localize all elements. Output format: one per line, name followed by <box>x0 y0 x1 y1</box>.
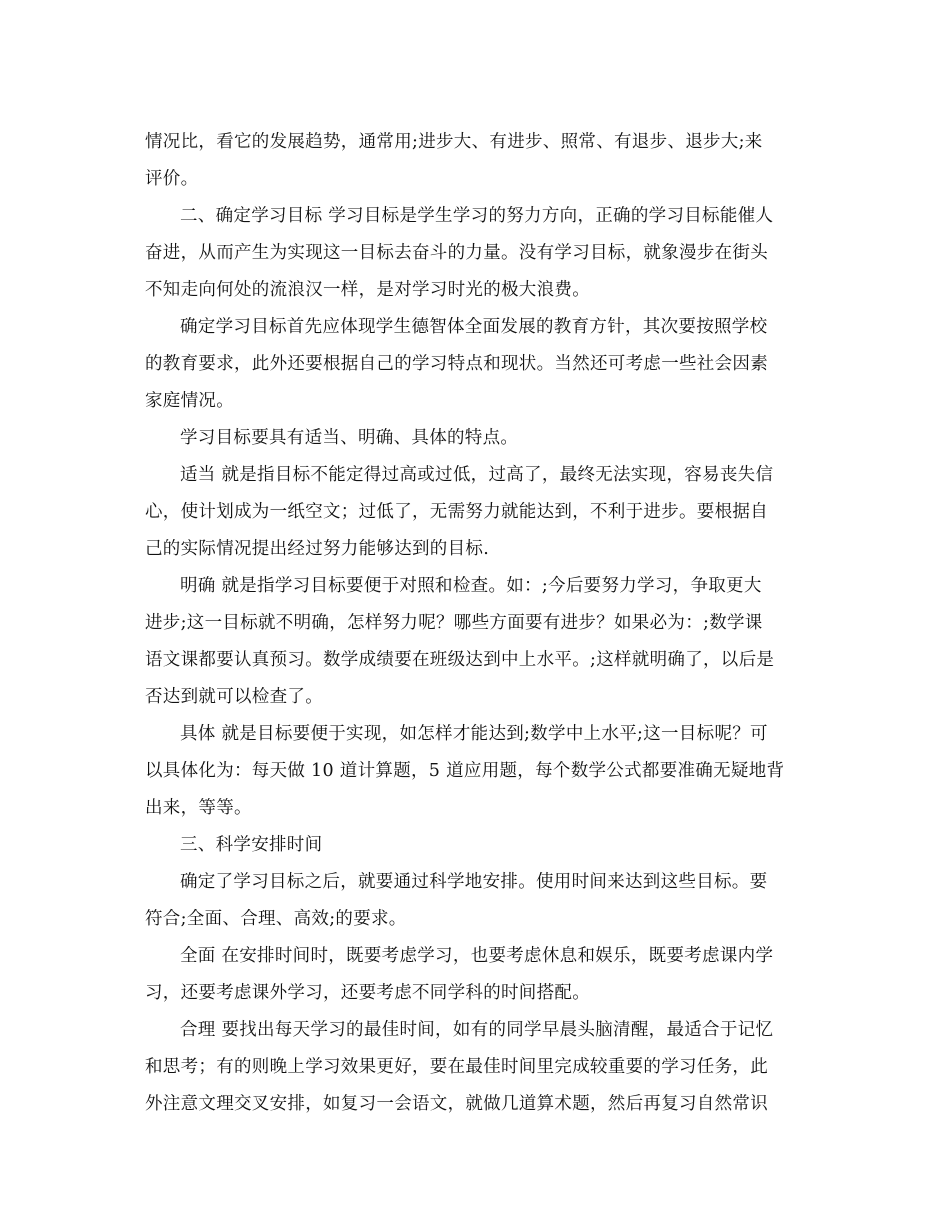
text-line: 出来，等等。 <box>145 798 252 818</box>
text-line: 情况比，看它的发展趋势，通常用;进步大、有进步、照常、有退步、退步大;来 <box>145 132 763 152</box>
paragraph <box>145 1012 807 1123</box>
text-line: 明确 就是指学习目标要便于对照和检查。如：;今后要努力学习，争取更大 <box>180 576 762 596</box>
paragraph <box>145 124 807 198</box>
text-line: 己的实际情况提出经过努力能够达到的目标. <box>145 539 490 559</box>
paragraph <box>145 568 807 716</box>
text-line: 符合;全面、合理、高效;的要求。 <box>145 909 407 929</box>
text-line: 具体 就是目标要便于实现，如怎样才能达到;数学中上水平;这一目标呢？可 <box>180 724 768 744</box>
paragraph <box>145 938 807 1012</box>
text-line: 的教育要求，此外还要根据自己的学习特点和现状。当然还可考虑一些社会因素 <box>145 354 768 374</box>
text-line: 奋进，从而产生为实现这一目标去奋斗的力量。没有学习目标，就象漫步在街头 <box>145 243 768 263</box>
text-line: 语文课都要认真预习。数学成绩要在班级达到中上水平。;这样就明确了，以后是 <box>145 650 775 670</box>
text-line: 否达到就可以检查了。 <box>145 687 323 707</box>
paragraph <box>145 309 807 420</box>
text-line: 以具体化为：每天做 10 道计算题，5 道应用题，每个数学公式都要准确无疑地背 <box>145 761 785 781</box>
text-line: 全面 在安排时间时，既要考虑学习，也要考虑休息和娱乐，既要考虑课内学 <box>180 946 774 966</box>
text-line: 确定了学习目标之后，就要通过科学地安排。使用时间来达到这些目标。要 <box>180 872 768 892</box>
text-line: 适当 就是指目标不能定得过高或过低，过高了，最终无法实现，容易丧失信 <box>180 465 774 485</box>
paragraph <box>145 827 807 864</box>
paragraph <box>145 457 807 568</box>
text-line: 进步;这一目标就不明确，怎样努力呢？哪些方面要有进步？如果必为：;数学课 <box>145 613 763 633</box>
paragraph <box>145 864 807 938</box>
text-line: 家庭情况。 <box>145 391 234 411</box>
text-line: 三、科学安排时间 <box>180 835 323 855</box>
paragraph <box>145 198 807 309</box>
text-line: 学习目标要具有适当、明确、具体的特点。 <box>180 428 519 448</box>
text-line: 不知走向何处的流浪汉一样，是对学习时光的极大浪费。 <box>145 280 590 300</box>
paragraph <box>145 420 807 457</box>
text-line: 确定学习目标首先应体现学生德智体全面发展的教育方针，其次要按照学校 <box>180 317 768 337</box>
text-line: 习，还要考虑课外学习，还要考虑不同学科的时间搭配。 <box>145 983 590 1003</box>
text-line: 二、确定学习目标 学习目标是学生学习的努力方向，正确的学习目标能催人 <box>180 206 774 226</box>
document-body <box>145 124 807 1123</box>
text-line: 心，使计划成为一纸空文；过低了，无需努力就能达到，不利于进步。要根据自 <box>145 502 768 522</box>
text-line: 合理 要找出每天学习的最佳时间，如有的同学早晨头脑清醒，最适合于记忆 <box>180 1020 774 1040</box>
paragraph <box>145 716 807 827</box>
text-line: 外注意文理交叉安排，如复习一会语文，就做几道算术题，然后再复习自然常识 <box>145 1094 768 1114</box>
text-line: 和思考；有的则晚上学习效果更好，要在最佳时间里完成较重要的学习任务，此 <box>145 1057 768 1077</box>
text-line: 评价。 <box>145 169 199 189</box>
